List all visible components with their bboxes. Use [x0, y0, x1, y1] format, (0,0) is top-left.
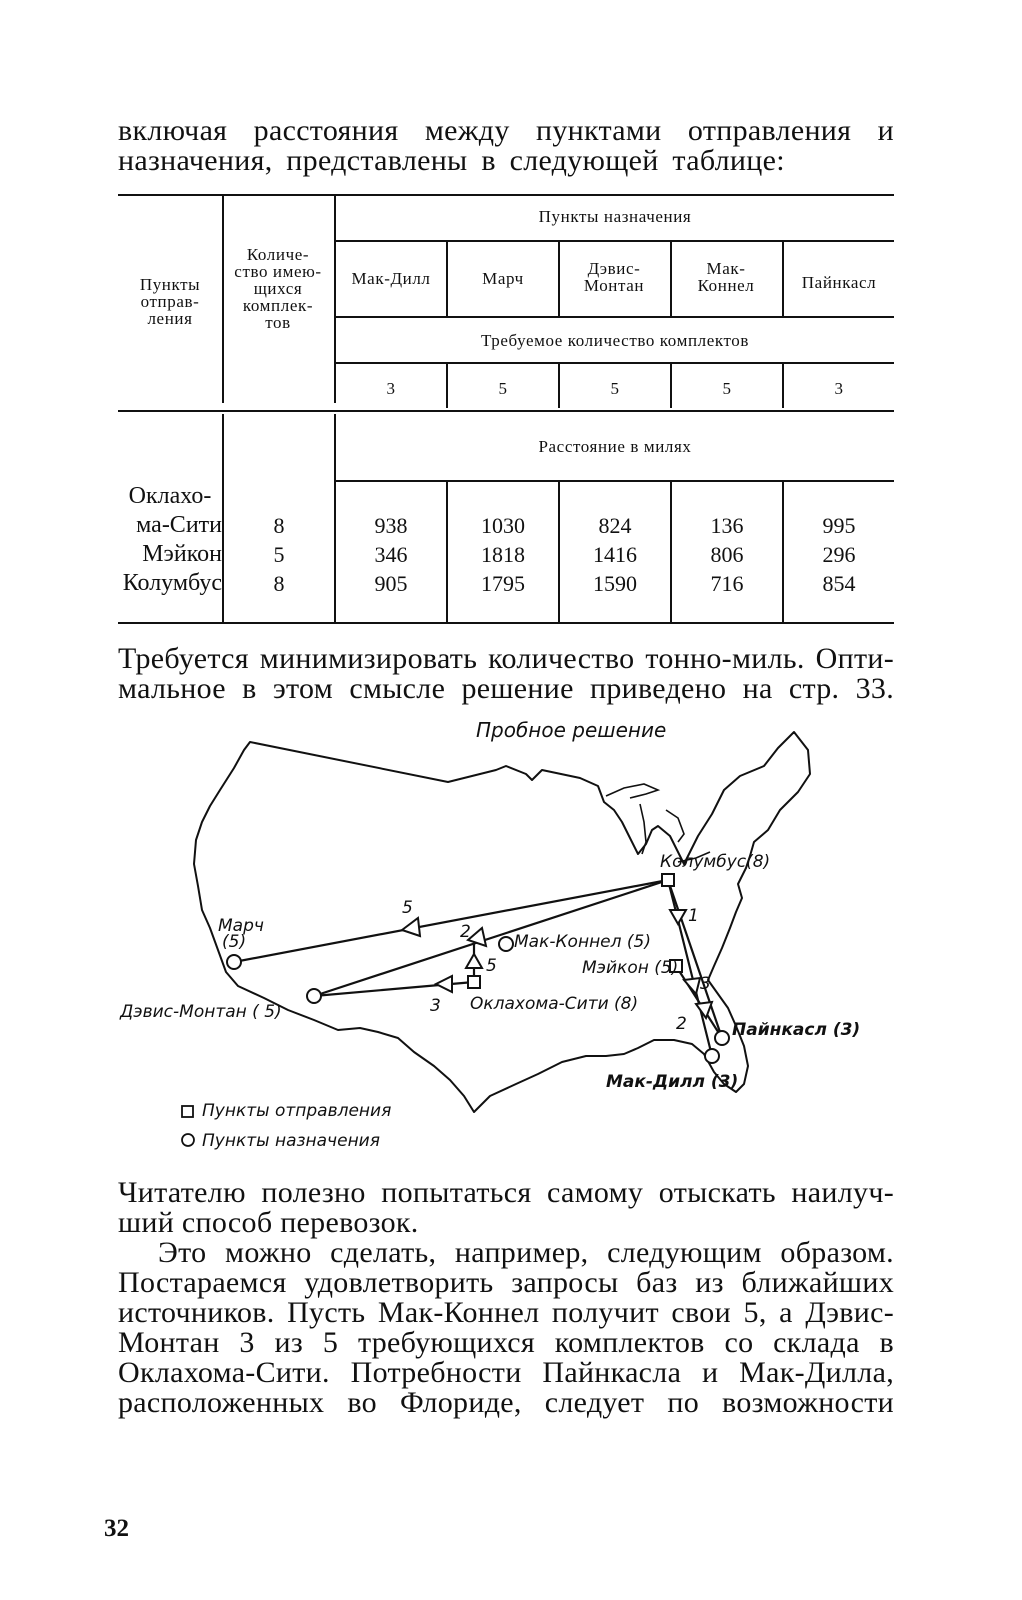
closing-paragraph-2: [118, 1238, 894, 1418]
closing-p2-line-6: расположенных во Флориде, следует по возможности: [118, 1386, 894, 1419]
row-origin-oklahoma-l1: Оклахо-: [128, 483, 212, 509]
count-oklahoma: 8: [273, 513, 285, 538]
intro-line-2: назначения, представлены в следующей таблице:: [118, 144, 785, 177]
label-pinecastle: Пайнкасл (3): [732, 1020, 861, 1040]
flow-value-columbus-macdill: 2: [676, 1014, 687, 1034]
transport-map: [118, 718, 898, 1168]
arrow-oklahoma-davis: [436, 976, 452, 992]
dist-columbus-march: 1795: [481, 571, 525, 596]
closing-p2-line-3: источников. Пусть Мак-Коннел получит свои 5, а Дэвис-: [118, 1296, 894, 1329]
label-mcconnell: Мак-Коннел (5): [514, 932, 651, 952]
rule-under-required-header: [336, 362, 894, 364]
label-oklahoma: Оклахома-Сити (8): [470, 994, 639, 1014]
origin-columbus-square-icon: [662, 874, 674, 886]
legend-square-icon: [182, 1106, 193, 1117]
header-count: Количе- ство имею- щихся комплек- тов: [234, 245, 322, 332]
dist-oklahoma-march: 1030: [481, 513, 525, 538]
distance-table: [118, 190, 894, 630]
dest-macdill: Мак-Дилл: [351, 269, 431, 288]
closing-p1-line-1: Читателю полезно попытаться самому отыскать наилуч-: [118, 1176, 894, 1209]
closing-p1-line-2: ший способ перевозок.: [118, 1206, 419, 1239]
header-destinations: Пункты назначения: [538, 207, 692, 226]
rule-under-distance-header: [336, 480, 894, 482]
row-origin-macon: Мэйкон: [142, 541, 222, 567]
count-columbus: 8: [273, 571, 285, 596]
middle-line-1: Требуется минимизировать количество тонно-миль. Опти-: [118, 642, 894, 675]
required-march: 5: [498, 379, 508, 398]
header-required: Требуемое количество комплектов: [480, 331, 750, 350]
dist-macon-davis: 1416: [593, 542, 637, 567]
closing-p2-line-4: Монтан 3 из 5 требующихся комплектов со склада в: [118, 1326, 894, 1359]
required-mcconnell: 5: [722, 379, 732, 398]
dist-macon-march: 1818: [481, 542, 525, 567]
dist-columbus-davis: 1590: [593, 571, 637, 596]
origin-oklahoma-square-icon: [468, 976, 480, 988]
label-columbus: Колумбус(8): [660, 852, 771, 872]
closing-paragraph-1: [118, 1178, 894, 1238]
closing-p2-line-2: Постараемся удовлетворить запросы баз из ближайших: [118, 1266, 894, 1299]
intro-line-1: включая расстояния между пунктами отправления и: [118, 114, 894, 147]
dist-oklahoma-davis: 824: [598, 513, 632, 538]
vline-2-top: [334, 196, 336, 403]
count-macon: 5: [273, 542, 285, 567]
dest-pinecastle-circle-icon: [715, 1031, 729, 1045]
label-march: Марч: [218, 916, 264, 936]
legend-destinations-label: Пункты назначения: [202, 1131, 380, 1151]
row-origin-oklahoma-l2: ма-Сити: [136, 512, 222, 538]
flow-value-columbus-davis: 2: [460, 922, 471, 942]
dist-columbus-mcconnell: 716: [710, 571, 744, 596]
closing-p2-line-1: Это можно сделать, например, следующим образом.: [158, 1236, 894, 1269]
required-pinecastle: 3: [834, 379, 844, 398]
dist-oklahoma-pinecastle: 995: [822, 513, 856, 538]
flow-value-oklahoma-mcconnell: 5: [486, 956, 497, 976]
rule-under-destinations-header: [336, 240, 894, 242]
dist-macon-macdill: 346: [374, 542, 408, 567]
dest-mcconnell-circle-icon: [499, 937, 513, 951]
flow-value-columbus-pinecastle: 1: [688, 906, 699, 926]
rule-under-destination-names: [336, 316, 894, 318]
required-macdill: 3: [386, 379, 396, 398]
legend-origins-label: Пункты отправления: [202, 1101, 392, 1121]
dest-march-circle-icon: [227, 955, 241, 969]
label-march-qty: (5): [222, 932, 247, 952]
flow-value-oklahoma-davis: 3: [430, 996, 441, 1016]
vline-5a: [670, 242, 672, 316]
legend-circle-icon: [182, 1134, 194, 1146]
dest-march: Марч: [482, 269, 524, 288]
dest-davis-circle-icon: [307, 989, 321, 1003]
required-davis-monthan: 5: [610, 379, 620, 398]
vline-1-top: [222, 196, 224, 403]
middle-line-2: мальное в этом смысле решение приведено на стр. 33.: [118, 672, 894, 705]
dest-pinecastle: Пайнкасл: [801, 273, 877, 292]
label-davis-monthan: Дэвис-Монтан ( 5): [120, 1002, 282, 1022]
arrow-oklahoma-mcconnell: [466, 954, 482, 968]
arrow-columbus-macdill: [696, 1002, 712, 1018]
vline-4a: [558, 242, 560, 316]
label-macon: Мэйкон (5): [582, 958, 679, 978]
table-top-rule: [118, 194, 894, 196]
dist-columbus-pinecastle: 854: [822, 571, 856, 596]
arrow-columbus-south: [670, 910, 686, 924]
label-macdill: Мак-Дилл (3): [606, 1072, 739, 1092]
dest-macdill-circle-icon: [705, 1049, 719, 1063]
dist-macon-mcconnell: 806: [710, 542, 744, 567]
row-origin-columbus: Колумбус: [122, 570, 222, 596]
dist-oklahoma-macdill: 938: [374, 513, 408, 538]
table-bottom-rule: [118, 622, 894, 624]
header-distance: Расстояние в милях: [538, 437, 692, 456]
middle-paragraph: [118, 644, 894, 704]
dest-davis-monthan: Дэвис- Монтан: [583, 259, 645, 295]
intro-paragraph: [118, 116, 894, 176]
flow-value-macon-pinecastle: 3: [700, 974, 711, 994]
table-header-rule: [118, 410, 894, 412]
flow-value-columbus-march: 5: [402, 898, 413, 918]
lake-superior: [606, 784, 658, 798]
dist-columbus-macdill: 905: [374, 571, 408, 596]
header-origin: Пункты отправ- ления: [139, 275, 201, 328]
map-title: Пробное решение: [476, 718, 667, 742]
lake-huron: [666, 810, 684, 842]
dist-oklahoma-mcconnell: 136: [710, 513, 744, 538]
page-number: 32: [104, 1515, 129, 1542]
closing-p2-line-5: Оклахома-Сити. Потребности Пайнкасла и Мак-Дилла,: [118, 1356, 894, 1389]
dest-mcconnell: Мак- Коннел: [697, 259, 755, 295]
dist-macon-pinecastle: 296: [822, 542, 856, 567]
arrow-columbus-march: [402, 918, 420, 936]
